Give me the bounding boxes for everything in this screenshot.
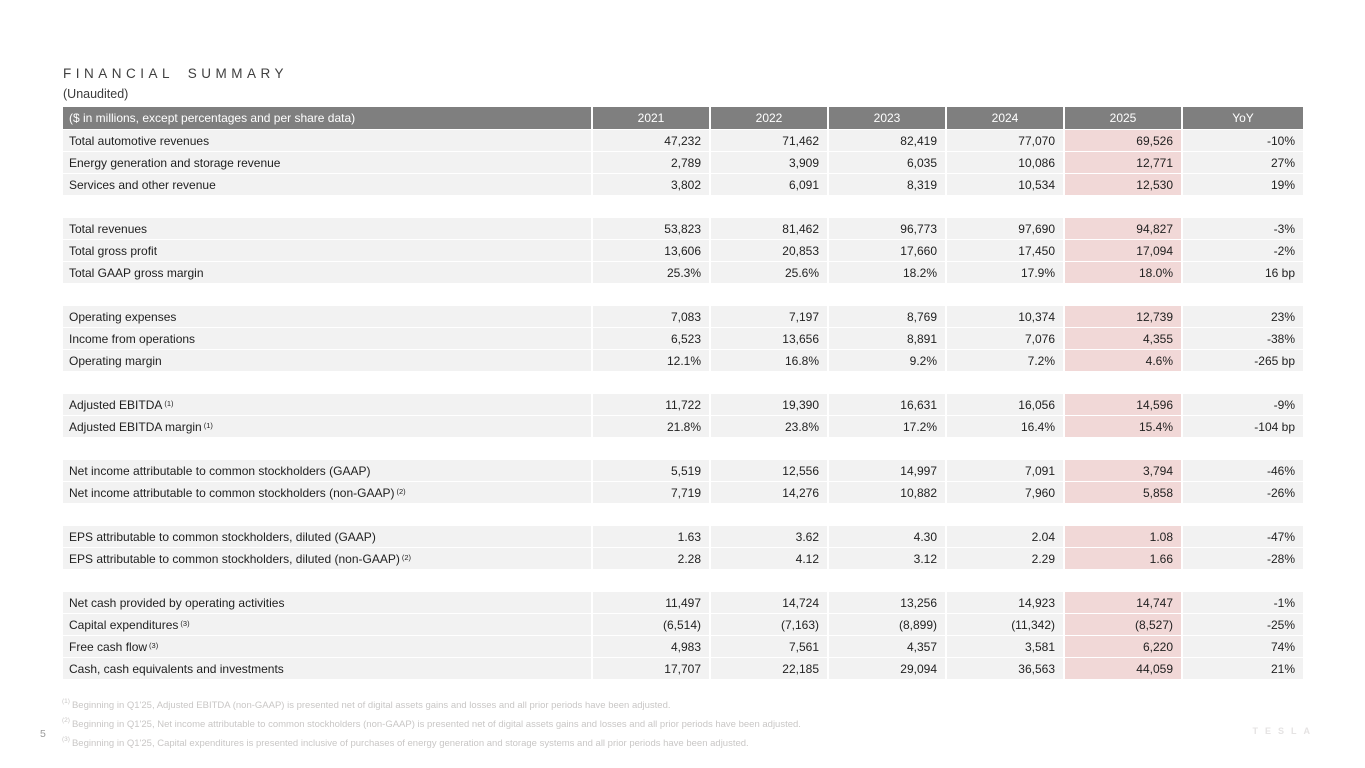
- value-cell: (7,163): [711, 614, 829, 635]
- value-cell: 17.9%: [947, 262, 1065, 283]
- table-group: [63, 592, 1303, 679]
- row-label: [63, 482, 593, 503]
- row-label-text: Net cash provided by operating activities: [69, 595, 285, 610]
- yoy-value-cell: 74%: [1183, 636, 1303, 657]
- table-row: [63, 636, 1303, 657]
- value-cell: 7,076: [947, 328, 1065, 349]
- value-cell: 96,773: [829, 218, 947, 239]
- row-label: [63, 328, 593, 349]
- page-number: 5: [40, 728, 46, 740]
- value-cell: 3.12: [829, 548, 947, 569]
- row-label-text: Total GAAP gross margin: [69, 265, 204, 280]
- value-cell: 5,519: [593, 460, 711, 481]
- value-cell: 4.6%: [1065, 350, 1183, 371]
- value-cell: (11,342): [947, 614, 1065, 635]
- footnote-reference: (2): [396, 487, 406, 496]
- footnote-3-text: Beginning in Q1'25, Capital expenditures is presented inclusive of purchases of energy generation and storage systems and all prior periods have been adjusted.: [71, 738, 749, 750]
- footnote-3-marker: (3): [62, 736, 70, 744]
- value-cell: 1.08: [1065, 526, 1183, 547]
- footnote-1-marker: (1): [62, 698, 70, 705]
- column-header-2023: 2023: [829, 107, 947, 129]
- row-label-text: Cash, cash equivalents and investments: [69, 661, 284, 676]
- row-label: [63, 262, 593, 283]
- yoy-value-cell: 16 bp: [1183, 262, 1303, 283]
- row-label: [63, 240, 593, 261]
- value-cell: 7,197: [711, 306, 829, 327]
- column-header-yoy: YoY: [1232, 111, 1254, 125]
- table-body: [63, 130, 1303, 679]
- value-cell: (8,899): [829, 614, 947, 635]
- value-cell: 17,094: [1065, 240, 1183, 261]
- table-row: [63, 174, 1303, 195]
- value-cell: 8,769: [829, 306, 947, 327]
- table-group: [63, 130, 1303, 195]
- yoy-value-cell: 19%: [1183, 174, 1303, 195]
- value-cell: 18.2%: [829, 262, 947, 283]
- yoy-value-cell: -1%: [1183, 592, 1303, 613]
- value-cell: 81,462: [711, 218, 829, 239]
- value-cell: 3,581: [947, 636, 1065, 657]
- value-cell: 23.8%: [711, 416, 829, 437]
- value-cell: 13,606: [593, 240, 711, 261]
- row-label-text: Services and other revenue: [69, 177, 216, 192]
- row-label-text: Income from operations: [69, 331, 196, 346]
- row-label-text: Total revenues: [69, 221, 148, 236]
- value-cell: 2.04: [947, 526, 1065, 547]
- page-title: FINANCIAL SUMMARY: [63, 66, 289, 81]
- footnote-2-text: Beginning in Q1'25, Net income attributable to common stockholders (non-GAAP) is presented net of digital assets gains and losses and all prior periods have been adjusted.: [71, 719, 801, 731]
- table-group: [63, 218, 1303, 283]
- value-cell: 2,789: [593, 152, 711, 173]
- row-label: [63, 548, 593, 569]
- value-cell: 17,707: [593, 658, 711, 679]
- value-cell: 10,374: [947, 306, 1065, 327]
- footnote-1: [62, 695, 801, 714]
- row-label-text: Total automotive revenues: [69, 133, 210, 148]
- value-cell: 11,722: [593, 394, 711, 415]
- value-cell: 82,419: [829, 130, 947, 151]
- yoy-value-cell: 21%: [1183, 658, 1303, 679]
- value-cell: 4,355: [1065, 328, 1183, 349]
- footnote-3: [62, 733, 801, 752]
- table-row: [63, 130, 1303, 151]
- table-row: [63, 218, 1303, 239]
- value-cell: 77,070: [947, 130, 1065, 151]
- column-header-2021: 2021: [593, 107, 711, 129]
- table-row: [63, 482, 1303, 503]
- yoy-value-cell: 27%: [1183, 152, 1303, 173]
- value-cell: 6,220: [1065, 636, 1183, 657]
- row-label: [63, 614, 593, 635]
- footnote-1-text: Beginning in Q1'25, Adjusted EBITDA (non-GAAP) is presented net of digital assets gains and losses and all prior periods have been adjusted.: [71, 700, 671, 712]
- footnote-2: [62, 714, 801, 733]
- table-row: [63, 240, 1303, 261]
- table-group: [63, 306, 1303, 371]
- table-row: [63, 658, 1303, 679]
- value-cell: 36,563: [947, 658, 1065, 679]
- value-cell: 7,083: [593, 306, 711, 327]
- yoy-value-cell: -9%: [1183, 394, 1303, 415]
- table-header-row: [63, 107, 1303, 129]
- row-label: [63, 130, 593, 151]
- value-cell: 4.30: [829, 526, 947, 547]
- row-label-text: Operating expenses: [69, 309, 177, 324]
- page-subtitle: (Unaudited): [63, 87, 129, 101]
- value-cell: 14,923: [947, 592, 1065, 613]
- value-cell: 7.2%: [947, 350, 1065, 371]
- row-label-text: EPS attributable to common stockholders, diluted (non-GAAP): [69, 551, 400, 566]
- table-group: [63, 394, 1303, 437]
- value-cell: 22,185: [711, 658, 829, 679]
- value-cell: 17,660: [829, 240, 947, 261]
- value-cell: 21.8%: [593, 416, 711, 437]
- row-label-text: Net income attributable to common stockholders (GAAP): [69, 463, 371, 478]
- row-label-text: EPS attributable to common stockholders, diluted (GAAP): [69, 529, 376, 544]
- value-cell: 10,534: [947, 174, 1065, 195]
- table-row: [63, 592, 1303, 613]
- value-cell: 9.2%: [829, 350, 947, 371]
- yoy-value-cell: -2%: [1183, 240, 1303, 261]
- footnote-reference: (1): [164, 399, 174, 408]
- row-label: [63, 152, 593, 173]
- row-label: [63, 460, 593, 481]
- value-cell: 6,523: [593, 328, 711, 349]
- column-header-2022: 2022: [711, 107, 829, 129]
- financial-summary-table: [63, 107, 1303, 680]
- value-cell: 8,319: [829, 174, 947, 195]
- value-cell: 14,747: [1065, 592, 1183, 613]
- value-cell: 3,802: [593, 174, 711, 195]
- value-cell: 7,960: [947, 482, 1065, 503]
- row-label-text: Adjusted EBITDA margin: [69, 419, 202, 434]
- value-cell: 25.6%: [711, 262, 829, 283]
- value-cell: 2.29: [947, 548, 1065, 569]
- yoy-value-cell: -38%: [1183, 328, 1303, 349]
- value-cell: 29,094: [829, 658, 947, 679]
- value-cell: 94,827: [1065, 218, 1183, 239]
- yoy-value-cell: -47%: [1183, 526, 1303, 547]
- row-label: [63, 592, 593, 613]
- yoy-value-cell: -25%: [1183, 614, 1303, 635]
- value-cell: 7,561: [711, 636, 829, 657]
- column-header-2025: 2025: [1065, 107, 1183, 129]
- row-label: [63, 636, 593, 657]
- row-label-text: Adjusted EBITDA: [69, 397, 163, 412]
- row-label: [63, 658, 593, 679]
- value-cell: 44,059: [1065, 658, 1183, 679]
- value-cell: 3.62: [711, 526, 829, 547]
- value-cell: 53,823: [593, 218, 711, 239]
- footnote-reference: (1): [203, 421, 213, 430]
- row-label: [63, 218, 593, 239]
- footnote-reference: (2): [401, 553, 411, 562]
- table-group: [63, 460, 1303, 503]
- row-label: [63, 526, 593, 547]
- table-header-label: ($ in millions, except percentages and per share data): [63, 107, 593, 129]
- value-cell: 3,794: [1065, 460, 1183, 481]
- value-cell: 6,091: [711, 174, 829, 195]
- table-row: [63, 350, 1303, 371]
- table-row: [63, 416, 1303, 437]
- value-cell: (8,527): [1065, 614, 1183, 635]
- value-cell: 71,462: [711, 130, 829, 151]
- row-label: [63, 350, 593, 371]
- value-cell: 12.1%: [593, 350, 711, 371]
- value-cell: 19,390: [711, 394, 829, 415]
- value-cell: 7,091: [947, 460, 1065, 481]
- value-cell: 6,035: [829, 152, 947, 173]
- value-cell: 4,357: [829, 636, 947, 657]
- yoy-value-cell: 23%: [1183, 306, 1303, 327]
- value-cell: 10,086: [947, 152, 1065, 173]
- footnote-reference: (3): [149, 641, 159, 650]
- value-cell: 20,853: [711, 240, 829, 261]
- yoy-value-cell: -3%: [1183, 218, 1303, 239]
- value-cell: 7,719: [593, 482, 711, 503]
- table-row: [63, 548, 1303, 569]
- column-header-2024: 2024: [947, 107, 1065, 129]
- value-cell: 47,232: [593, 130, 711, 151]
- value-cell: 12,530: [1065, 174, 1183, 195]
- table-row: [63, 306, 1303, 327]
- value-cell: 5,858: [1065, 482, 1183, 503]
- value-cell: 4,983: [593, 636, 711, 657]
- row-label-text: Operating margin: [69, 353, 162, 368]
- value-cell: 2.28: [593, 548, 711, 569]
- row-label-text: Energy generation and storage revenue: [69, 155, 281, 170]
- value-cell: 14,596: [1065, 394, 1183, 415]
- row-label: [63, 394, 593, 415]
- value-cell: 14,724: [711, 592, 829, 613]
- footnote-2-marker: (2): [62, 717, 70, 725]
- value-cell: 16.4%: [947, 416, 1065, 437]
- value-cell: 12,771: [1065, 152, 1183, 173]
- table-row: [63, 394, 1303, 415]
- row-label-text: Total gross profit: [69, 243, 158, 258]
- value-cell: 17,450: [947, 240, 1065, 261]
- value-cell: 18.0%: [1065, 262, 1183, 283]
- table-row: [63, 328, 1303, 349]
- value-cell: 14,997: [829, 460, 947, 481]
- value-cell: 1.66: [1065, 548, 1183, 569]
- row-label-text: Capital expenditures: [69, 617, 179, 632]
- value-cell: 13,656: [711, 328, 829, 349]
- table-group: [63, 526, 1303, 569]
- value-cell: 10,882: [829, 482, 947, 503]
- value-cell: 97,690: [947, 218, 1065, 239]
- yoy-value-cell: -46%: [1183, 460, 1303, 481]
- row-label: [63, 416, 593, 437]
- value-cell: 25.3%: [593, 262, 711, 283]
- value-cell: 16,631: [829, 394, 947, 415]
- value-cell: 13,256: [829, 592, 947, 613]
- table-row: [63, 152, 1303, 173]
- table-row: [63, 526, 1303, 547]
- yoy-value-cell: -104 bp: [1183, 416, 1303, 437]
- table-row: [63, 262, 1303, 283]
- value-cell: 16,056: [947, 394, 1065, 415]
- value-cell: 3,909: [711, 152, 829, 173]
- yoy-value-cell: -28%: [1183, 548, 1303, 569]
- row-label-text: Free cash flow: [69, 639, 148, 654]
- yoy-value-cell: -265 bp: [1183, 350, 1303, 371]
- yoy-value-cell: -26%: [1183, 482, 1303, 503]
- row-label: [63, 174, 593, 195]
- value-cell: 12,739: [1065, 306, 1183, 327]
- row-label-text: Net income attributable to common stockholders (non-GAAP): [69, 485, 395, 500]
- value-cell: 4.12: [711, 548, 829, 569]
- tesla-logo: TESLA: [1252, 726, 1317, 736]
- table-row: [63, 460, 1303, 481]
- value-cell: 16.8%: [711, 350, 829, 371]
- value-cell: 8,891: [829, 328, 947, 349]
- yoy-value-cell: -10%: [1183, 130, 1303, 151]
- table-row: [63, 614, 1303, 635]
- footnote-reference: (3): [180, 619, 190, 628]
- value-cell: 69,526: [1065, 130, 1183, 151]
- value-cell: 17.2%: [829, 416, 947, 437]
- value-cell: 1.63: [593, 526, 711, 547]
- row-label: [63, 306, 593, 327]
- value-cell: (6,514): [593, 614, 711, 635]
- footnotes: [62, 695, 801, 752]
- value-cell: 11,497: [593, 592, 711, 613]
- value-cell: 12,556: [711, 460, 829, 481]
- value-cell: 15.4%: [1065, 416, 1183, 437]
- value-cell: 14,276: [711, 482, 829, 503]
